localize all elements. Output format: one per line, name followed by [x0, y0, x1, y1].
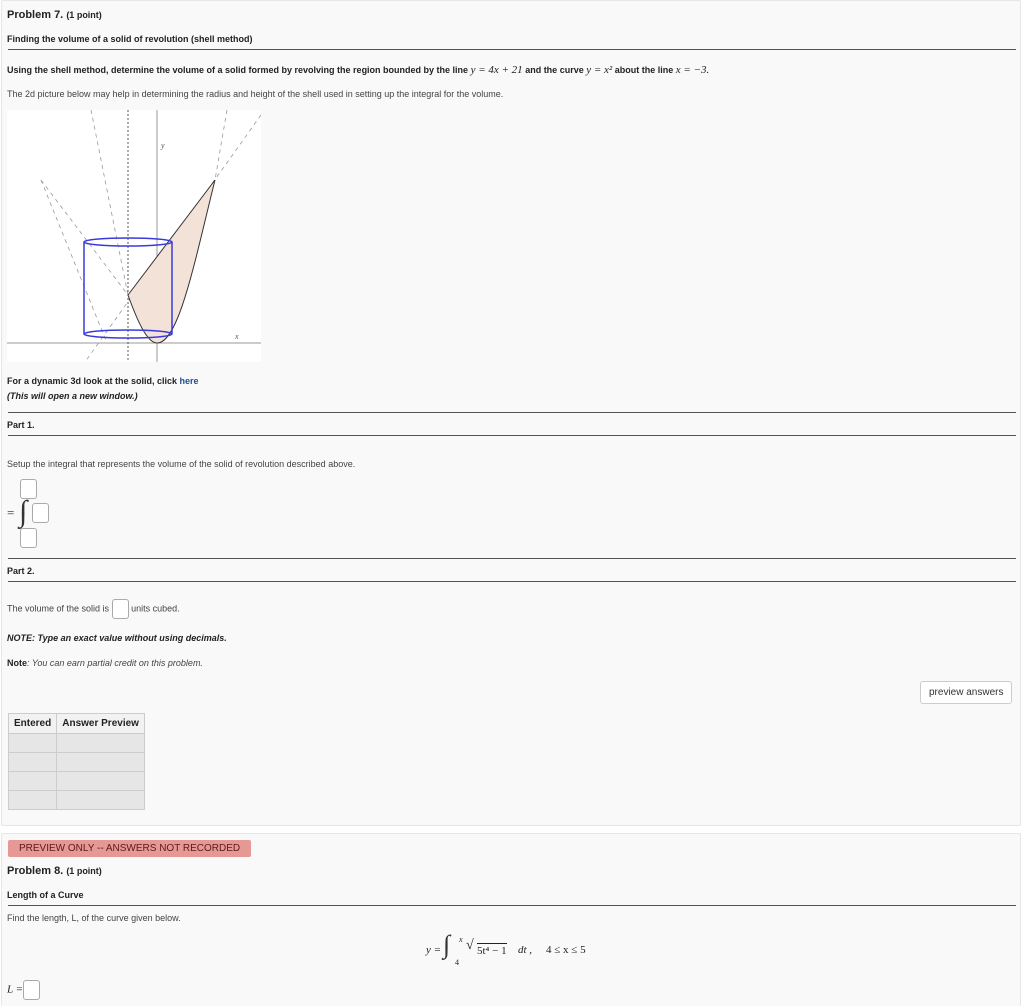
part-2-label: Part 2.: [7, 566, 35, 576]
axis-equation: x = −3.: [675, 64, 710, 76]
problem-subtitle: Finding the volume of a solid of revolution (shell method): [7, 34, 253, 44]
upper-limit: x: [459, 935, 463, 944]
problem-subtitle: Length of a Curve: [7, 890, 84, 900]
dynamic-text: For a dynamic 3d look at the solid, click: [7, 376, 180, 386]
hint-text: The 2d picture below may help in determining the radius and height of the shell used in setting up the integral for the volume.: [7, 89, 504, 99]
lower-limit: 4: [455, 958, 459, 967]
problem-8-heading: [7, 865, 102, 877]
volume-answer-input[interactable]: [112, 599, 129, 619]
problem-8-panel: [1, 833, 1021, 1006]
length-label: L =: [7, 983, 24, 996]
problem-title: Problem 8.: [7, 865, 64, 877]
preview-only-badge: PREVIEW ONLY -- ANSWERS NOT RECORDED: [8, 840, 251, 857]
lower-limit-input[interactable]: [20, 528, 37, 548]
square-root-icon: √: [466, 938, 474, 953]
y-axis-label: y: [161, 141, 165, 150]
table-row: [9, 734, 145, 753]
table-header: Entered: [9, 714, 57, 734]
x-range: 4 ≤ x ≤ 5: [546, 944, 586, 956]
length-answer-row: [7, 980, 40, 1000]
problem-points: (1 point): [66, 10, 102, 20]
note-text: : You can earn partial credit on this problem.: [27, 658, 203, 668]
divider: [8, 412, 1016, 413]
dynamic-note: (This will open a new window.): [7, 391, 138, 401]
statement-text: Using the shell method, determine the volume of a solid formed by revolving the region bounded by the line: [7, 65, 471, 75]
divider: [8, 435, 1016, 436]
curve-equation: y = x²: [586, 64, 613, 76]
table-row: [9, 772, 145, 791]
volume-pre-text: The volume of the solid is: [7, 603, 110, 614]
statement-text: and the curve: [522, 65, 587, 75]
partial-credit-note: [7, 658, 203, 668]
part-1-text: Setup the integral that represents the volume of the solid of revolution described above.: [7, 459, 356, 469]
statement-text: about the line: [612, 65, 676, 75]
problem-points: (1 point): [66, 866, 102, 876]
exact-value-note: NOTE: Type an exact value without using decimals.: [7, 633, 227, 643]
integral-sign-icon: ∫: [443, 930, 451, 959]
problem-7-panel: [1, 0, 1021, 826]
part-1-label: Part 1.: [7, 420, 35, 430]
equation-lhs: y =: [426, 944, 442, 956]
volume-answer-row: [7, 599, 180, 619]
dynamic-view-text: [7, 376, 199, 386]
differential: dt ,: [518, 944, 533, 956]
problem-7-heading: [7, 9, 102, 21]
problem-text: Find the length, L, of the curve given below.: [7, 913, 181, 923]
answer-preview-table: [8, 713, 145, 810]
dynamic-view-link[interactable]: here: [179, 376, 199, 386]
preview-answers-button[interactable]: preview answers: [920, 681, 1012, 704]
note-label: Note: [7, 658, 27, 668]
shell-method-figure: [7, 110, 261, 362]
integral-sign-icon: ∫: [19, 495, 28, 528]
problem-statement: [7, 64, 709, 76]
integrand: 5t⁴ − 1: [477, 945, 507, 957]
equals-sign: =: [7, 505, 15, 520]
divider: [8, 558, 1016, 559]
divider: [8, 49, 1016, 50]
table-header: Answer Preview: [57, 714, 145, 734]
figure-background: [7, 110, 261, 362]
x-axis-label: x: [235, 332, 239, 341]
line-equation: y = 4x + 21: [470, 64, 523, 76]
table-row: [9, 753, 145, 772]
divider: [8, 581, 1016, 582]
table-row: [9, 791, 145, 810]
length-answer-input[interactable]: [23, 980, 40, 1000]
divider: [8, 905, 1016, 906]
problem-title: Problem 7.: [7, 9, 64, 21]
volume-post-text: units cubed.: [131, 603, 180, 614]
integrand-input[interactable]: [32, 503, 49, 523]
